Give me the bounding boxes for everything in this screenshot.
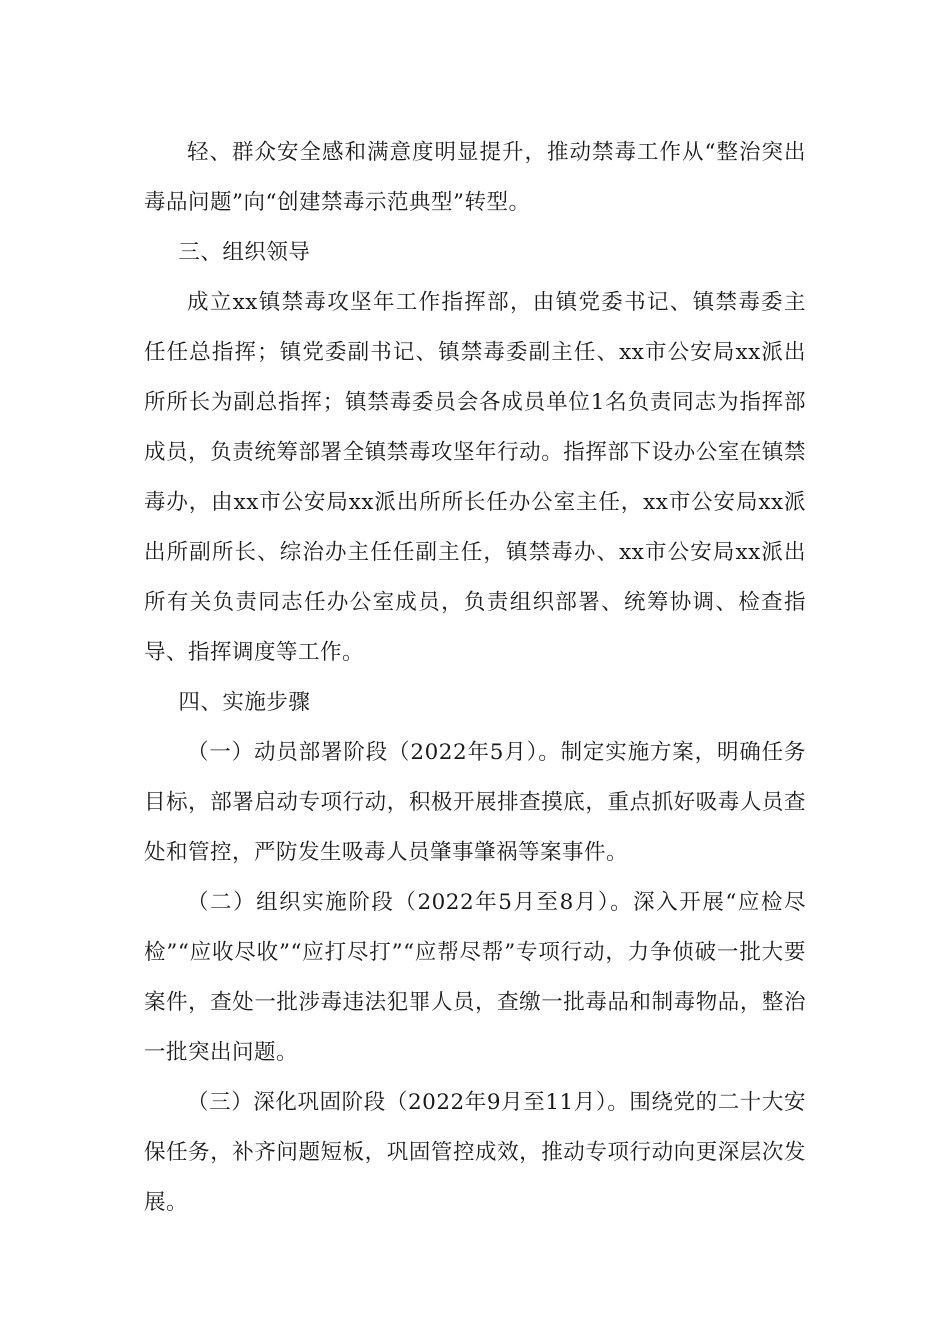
paragraph-goal-continuation: 轻、群众安全感和满意度明显提升，推动禁毒工作从“整治突出毒品问题”向“创建禁毒示范典型”转型。 <box>144 140 806 215</box>
document-body <box>144 128 806 1228</box>
section-heading-steps: 四、实施步骤 <box>178 690 311 715</box>
paragraph-step-mobilization: （一）动员部署阶段（2022年5月）。制定实施方案，明确任务目标，部署启动专项行动，积极开展排查摸底，重点抓好吸毒人员查处和管控，严防发生吸毒人员肇事肇祸等案事件。 <box>144 740 806 865</box>
paragraph-step-implementation: （二）组织实施阶段（2022年5月至8月）。深入开展“应检尽检”“应收尽收”“应打尽打”“应帮尽帮”专项行动，力争侦破一批大要案件，查处一批涉毒违法犯罪人员，查缴一批毒品和制毒物品，整治一批突出问题。 <box>144 890 806 1065</box>
section-heading-organization: 三、组织领导 <box>178 240 311 265</box>
paragraph-step-consolidation: （三）深化巩固阶段（2022年9月至11月）。围绕党的二十大安保任务，补齐问题短板，巩固管控成效，推动专项行动向更深层次发展。 <box>144 1090 806 1215</box>
paragraph-organization: 成立xx镇禁毒攻坚年工作指挥部，由镇党委书记、镇禁毒委主任任总指挥；镇党委副书记、镇禁毒委副主任、xx市公安局xx派出所所长为副总指挥；镇禁毒委员会各成员单位1名负责同志为指挥部成员，负责统筹部署全镇禁毒攻坚年行动。指挥部下设办公室在镇禁毒办，由xx市公安局xx派出所所长任办公室主任，xx市公安局xx派出所副所长、综治办主任任副主任，镇禁毒办、xx市公安局xx派出所有关负责同志任办公室成员，负责组织部署、统筹协调、检查指导、指挥调度等工作。 <box>144 290 806 665</box>
